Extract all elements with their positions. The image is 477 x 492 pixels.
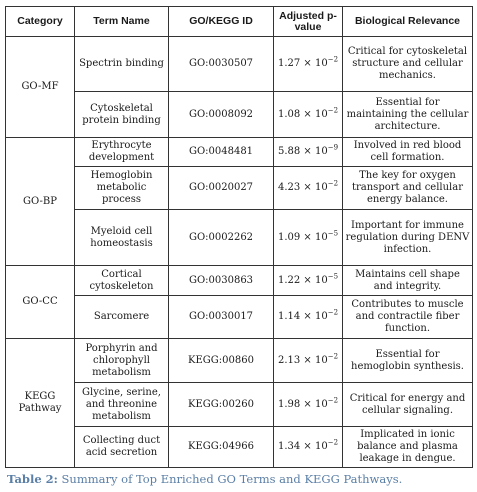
table-header-row (6, 7, 473, 37)
pvalue-cell: $1.22 \times 10^{-5}$ (274, 266, 343, 296)
term-cell: Erythrocyte development (75, 138, 169, 167)
table-row (6, 138, 473, 167)
header-relevance: Biological Relevance (343, 7, 473, 37)
table-caption (7, 472, 402, 486)
header-term-name: Term Name (75, 7, 169, 37)
relevance-cell: Implicated in ionic balance and plasma leakage in dengue. (343, 427, 473, 468)
relevance-cell: Critical for energy and cellular signaling. (343, 383, 473, 427)
id-cell: KEGG:00860 (169, 339, 274, 383)
table-row (6, 383, 473, 427)
id-cell: GO:0002262 (169, 210, 274, 266)
id-cell: GO:0030863 (169, 266, 274, 296)
table-row (6, 92, 473, 138)
id-cell: GO:0030507 (169, 37, 274, 92)
term-cell: Porphyrin and chlorophyll metabolism (75, 339, 169, 383)
pvalue-cell: $2.13 \times 10^{-2}$ (274, 339, 343, 383)
term-cell: Cortical cytoskeleton (75, 266, 169, 296)
relevance-cell: Important for immune regulation during DENV infection. (343, 210, 473, 266)
id-cell: KEGG:00260 (169, 383, 274, 427)
table-row (6, 266, 473, 296)
term-cell: Hemoglobin metabolic process (75, 167, 169, 210)
relevance-cell: Essential for hemoglobin synthesis. (343, 339, 473, 383)
table-row (6, 427, 473, 468)
pvalue-cell: $1.34 \times 10^{-2}$ (274, 427, 343, 468)
id-cell: KEGG:04966 (169, 427, 274, 468)
id-cell: GO:0008092 (169, 92, 274, 138)
pvalue-cell: $1.09 \times 10^{-5}$ (274, 210, 343, 266)
category-cell: GO-CC (6, 266, 75, 339)
category-cell: KEGG Pathway (6, 339, 75, 468)
header-id: GO/KEGG ID (169, 7, 274, 37)
relevance-cell: Contributes to muscle and contractile fiber function. (343, 296, 473, 339)
pvalue-cell: $1.98 \times 10^{-2}$ (274, 383, 343, 427)
caption-text: Summary of Top Enriched GO Terms and KEGG Pathways. (57, 472, 403, 486)
term-cell: Glycine, serine, and threonine metabolism (75, 383, 169, 427)
term-cell: Myeloid cell homeostasis (75, 210, 169, 266)
pvalue-cell: $1.27 \times 10^{-2}$ (274, 37, 343, 92)
pvalue-cell: $1.08 \times 10^{-2}$ (274, 92, 343, 138)
term-cell: Sarcomere (75, 296, 169, 339)
id-cell: GO:0020027 (169, 167, 274, 210)
id-cell: GO:0030017 (169, 296, 274, 339)
category-cell: GO-MF (6, 37, 75, 138)
header-pvalue: Adjusted p-value (274, 7, 343, 37)
relevance-cell: The key for oxygen transport and cellular energy balance. (343, 167, 473, 210)
category-cell: GO-BP (6, 138, 75, 266)
relevance-cell: Involved in red blood cell formation. (343, 138, 473, 167)
table-row (6, 339, 473, 383)
enrichment-table (5, 6, 473, 468)
term-cell: Spectrin binding (75, 37, 169, 92)
relevance-cell: Essential for maintaining the cellular architecture. (343, 92, 473, 138)
pvalue-cell: $4.23 \times 10^{-2}$ (274, 167, 343, 210)
relevance-cell: Critical for cytoskeletal structure and cellular mechanics. (343, 37, 473, 92)
id-cell: GO:0048481 (169, 138, 274, 167)
caption-label: Table 2: (7, 472, 58, 486)
table-row (6, 37, 473, 92)
table-row (6, 167, 473, 210)
table-row (6, 210, 473, 266)
header-category: Category (6, 7, 75, 37)
term-cell: Collecting duct acid secretion (75, 427, 169, 468)
pvalue-cell: $5.88 \times 10^{-9}$ (274, 138, 343, 167)
relevance-cell: Maintains cell shape and integrity. (343, 266, 473, 296)
pvalue-cell: $1.14 \times 10^{-2}$ (274, 296, 343, 339)
term-cell: Cytoskeletal protein binding (75, 92, 169, 138)
table-row (6, 296, 473, 339)
